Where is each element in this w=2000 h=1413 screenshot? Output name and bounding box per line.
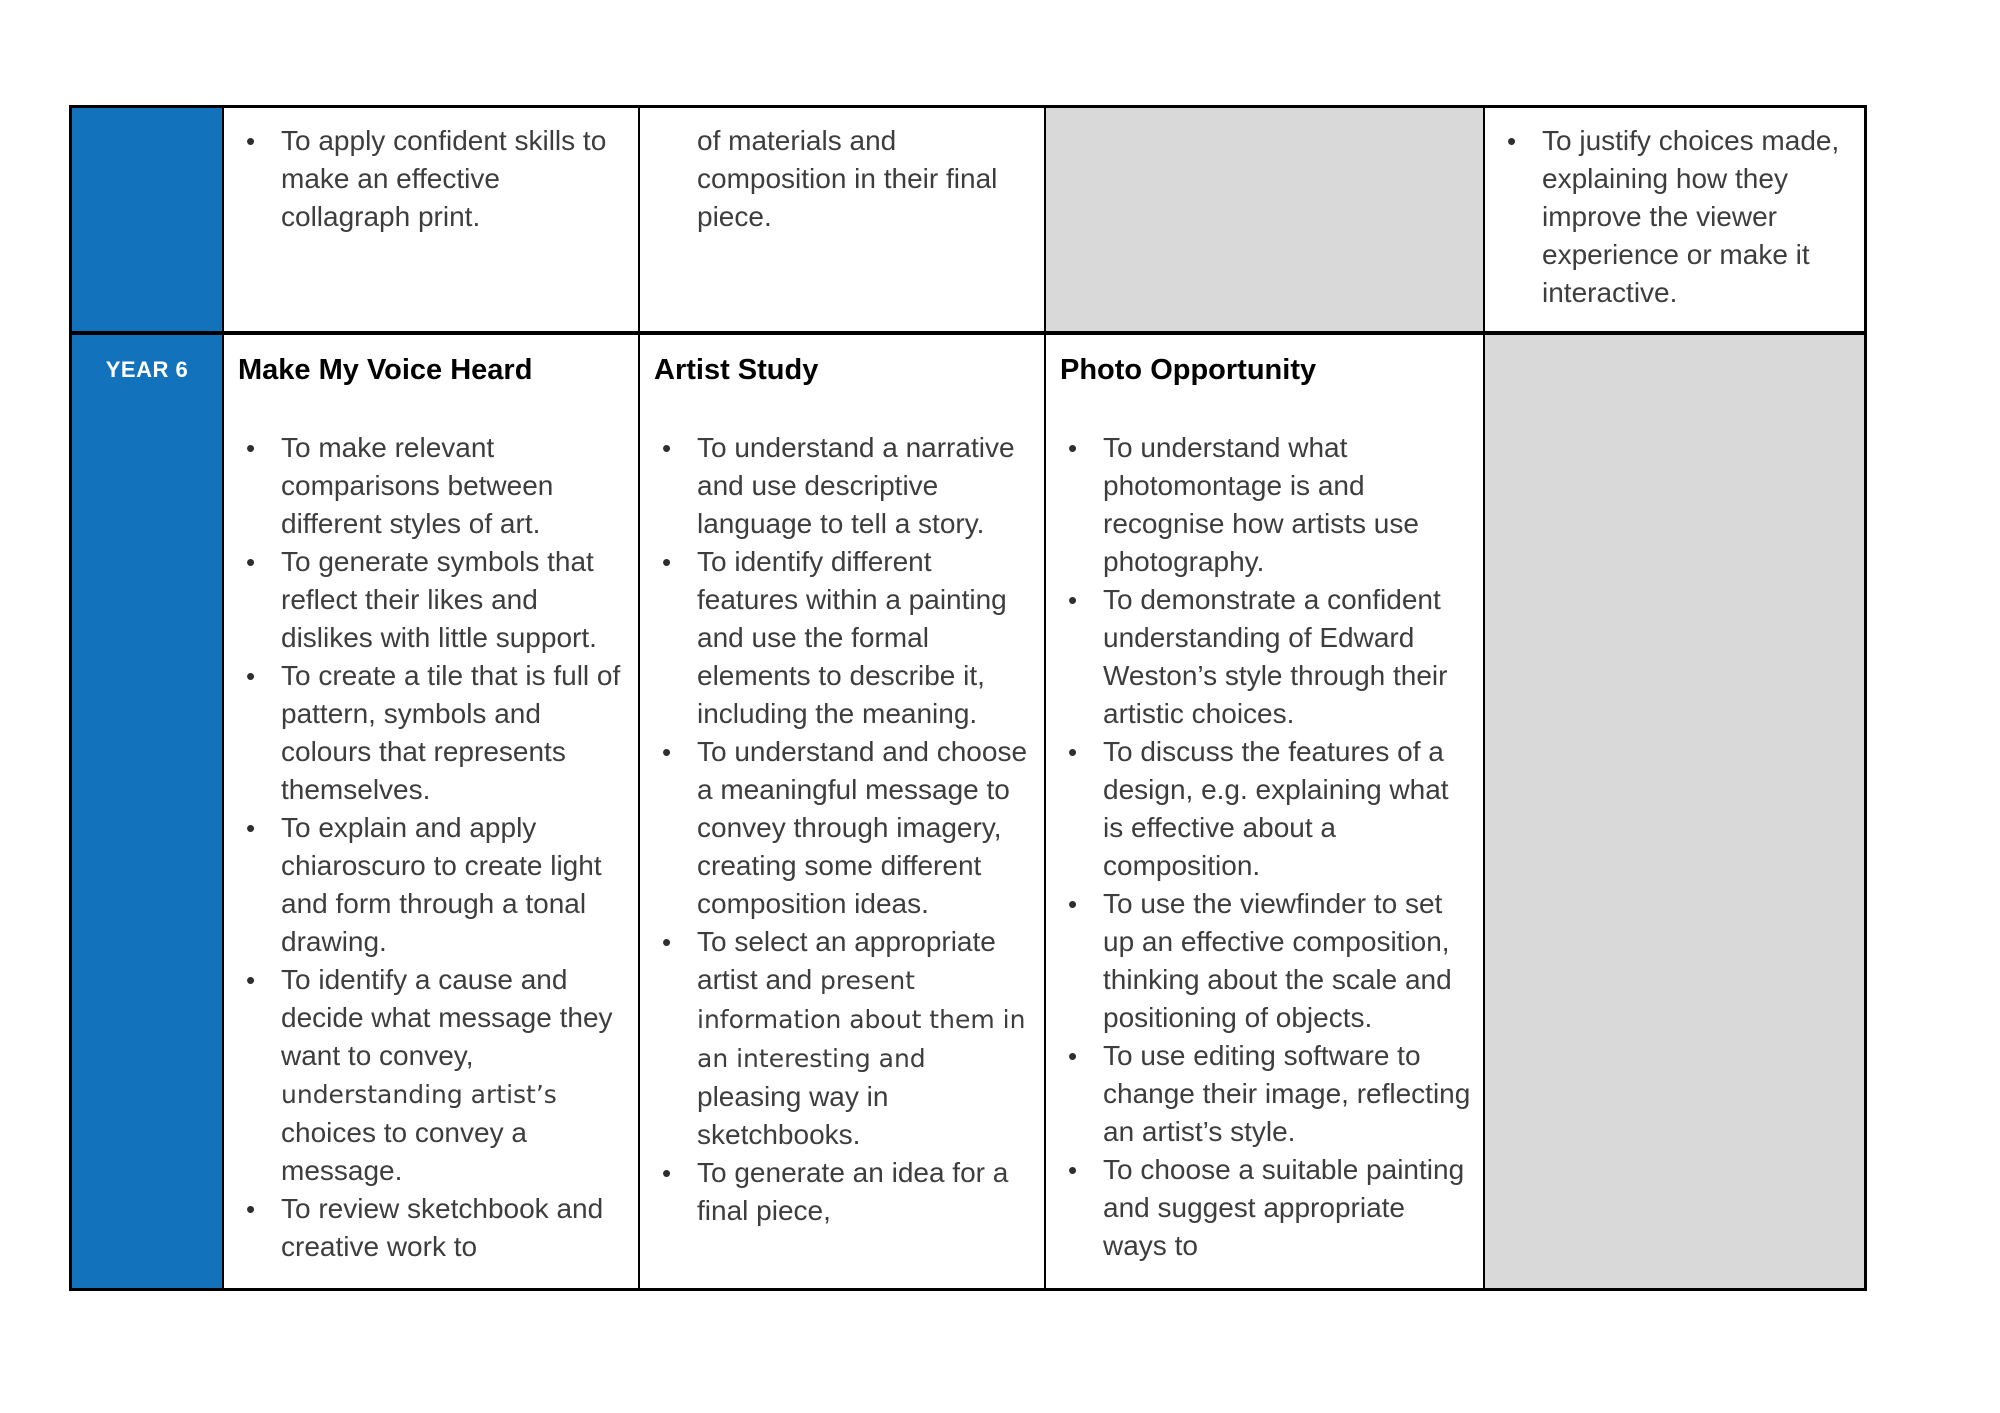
bullet-item: • To use the viewfinder to set up an effective composition, thinking about the scale and positioning of objects.	[1046, 885, 1475, 1037]
bullet-text-part: To identify a cause and decide what message they want to convey,	[281, 964, 613, 1071]
bullet-item: • To use editing software to change their image, reflecting an artist’s style.	[1046, 1037, 1475, 1151]
bullet-item	[640, 923, 1036, 1154]
cell-make-my-voice-heard	[222, 335, 638, 1288]
bullet-text-part-altfont: present information about them in an interesting and	[697, 966, 1026, 1073]
bullet-text-part: choices to convey a message.	[281, 1117, 527, 1186]
bullet-item: • To generate symbols that reflect their likes and dislikes with little support.	[224, 543, 630, 657]
bullet-text-part: pleasing way in sketchbooks.	[697, 1081, 889, 1150]
unit-title: Make My Voice Heard	[238, 354, 533, 386]
bullet-item: • To create a tile that is full of pattern, symbols and colours that represents themselves.	[224, 657, 630, 809]
cell-photo-opportunity	[1044, 335, 1483, 1288]
bullet-item: • To review sketchbook and creative work to	[224, 1190, 630, 1266]
bullet-item: • To identify different features within a painting and use the formal elements to describe it, including the meaning.	[640, 543, 1036, 733]
row-previous-year	[72, 108, 1864, 331]
bullet-item: • To make relevant comparisons between different styles of art.	[224, 429, 630, 543]
bullet-item: • To understand what photomontage is and recognise how artists use photography.	[1046, 429, 1475, 581]
bullet-item: • To generate an idea for a final piece,	[640, 1154, 1036, 1230]
cell-prev-col2	[638, 108, 1044, 331]
bullet-item: • To discuss the features of a design, e.g. explaining what is effective about a composition.	[1046, 733, 1475, 885]
cell-prev-col3-empty	[1044, 108, 1483, 331]
cell-prev-col1	[222, 108, 638, 331]
unit-title: Artist Study	[654, 354, 819, 386]
cell-prev-col4	[1483, 108, 1864, 331]
bullet-text-part: To select an appropriate artist and	[697, 926, 996, 995]
bullet-item: • To demonstrate a confident understanding of Edward Weston’s style through their artistic choices.	[1046, 581, 1475, 733]
year-cell-previous	[72, 108, 222, 331]
bullet-item: • To understand a narrative and use descriptive language to tell a story.	[640, 429, 1036, 543]
curriculum-table	[69, 105, 1867, 1291]
cell-year6-col4-empty	[1483, 335, 1864, 1288]
bullet-item: • To apply confident skills to make an effective collagraph print.	[224, 122, 630, 236]
bullet-item	[224, 961, 630, 1190]
bullet-text-part-altfont: understanding artist’s	[281, 1080, 557, 1109]
year-cell-year6	[72, 335, 222, 1288]
cell-artist-study	[638, 335, 1044, 1288]
bullet-item: • To choose a suitable painting and suggest appropriate ways to	[1046, 1151, 1475, 1265]
row-year6	[72, 331, 1864, 1288]
bullet-item: • To justify choices made, explaining how they improve the viewer experience or make it interactive.	[1485, 122, 1856, 312]
continuation-text: of materials and composition in their final piece.	[697, 125, 998, 232]
bullet-item: • To explain and apply chiaroscuro to create light and form through a tonal drawing.	[224, 809, 630, 961]
unit-title: Photo Opportunity	[1060, 354, 1317, 386]
year-label: YEAR 6	[105, 357, 189, 382]
bullet-item: • To understand and choose a meaningful message to convey through imagery, creating some different composition ideas.	[640, 733, 1036, 923]
